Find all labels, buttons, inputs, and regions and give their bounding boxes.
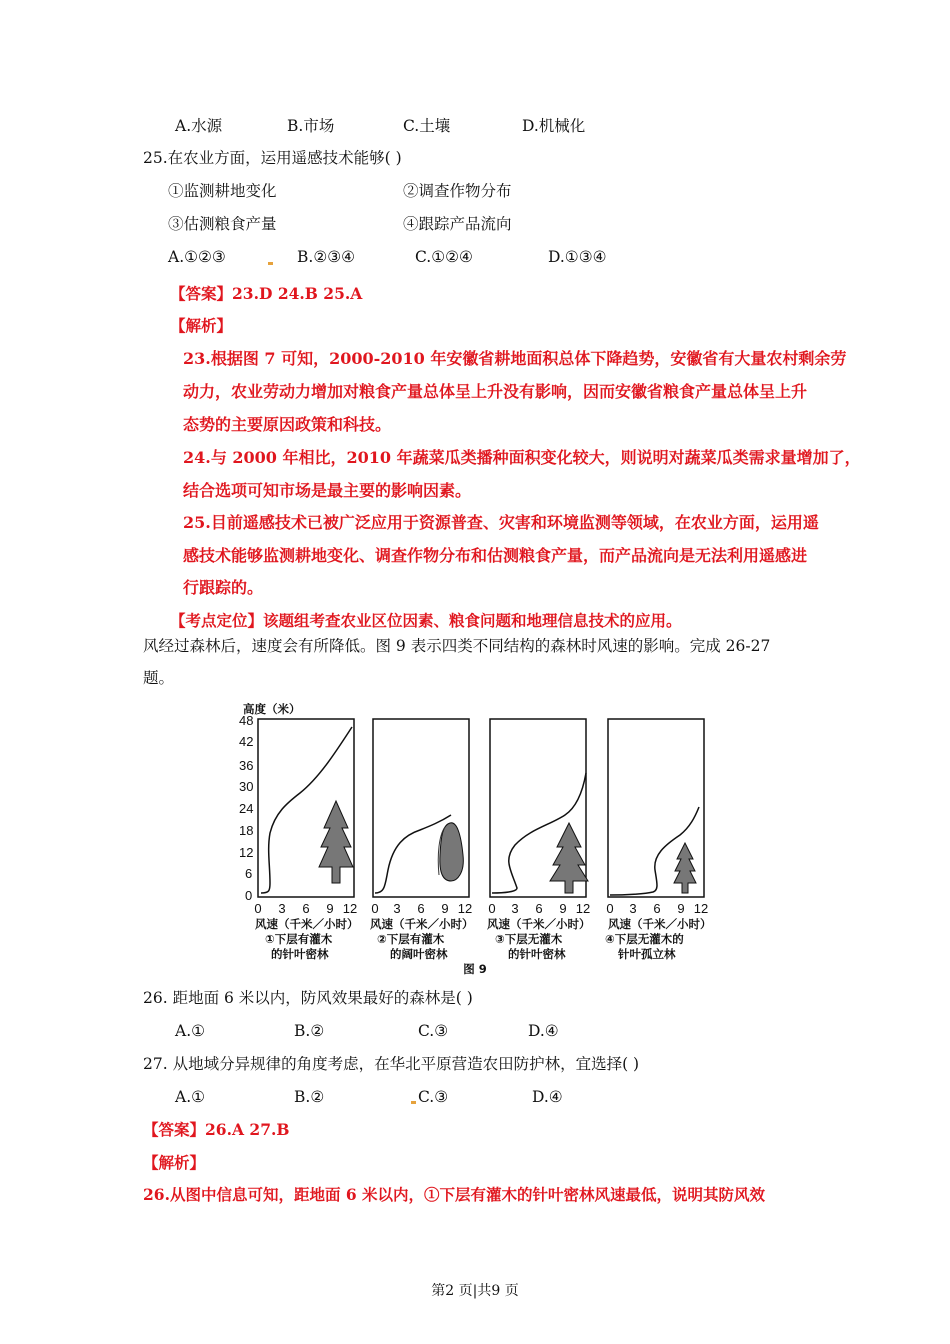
q25-item-1: ①监测耕地变化 xyxy=(168,182,277,200)
q24-option-c: C.土壤 xyxy=(403,117,451,135)
x-tick: 6 xyxy=(535,901,543,916)
analysis-line-6: 25.目前遥感技术已被广泛应用于资源普查、灾害和环境监测等领域，在农业方面，运用遥 xyxy=(183,513,819,532)
y-tick: 12 xyxy=(239,845,254,860)
panel-1-caption-1: ①下层有灌木 xyxy=(265,932,333,946)
q25-option-d: D.①③④ xyxy=(548,248,607,266)
page-footer: 第2 页|共9 页 xyxy=(431,1283,519,1299)
y-tick: 30 xyxy=(239,779,254,794)
y-tick: 0 xyxy=(245,888,253,903)
answer-text: 23.D 24.B 25.A xyxy=(232,284,363,303)
q26-option-a: A.① xyxy=(175,1022,206,1040)
q25-stem: 25.在农业方面，运用遥感技术能够( ) xyxy=(143,149,402,167)
x-tick: 3 xyxy=(511,901,519,916)
intro-line-1: 风经过森林后，速度会有所降低。图 9 表示四类不同结构的森林时风速的影响。完成 26-27 xyxy=(143,637,771,655)
q27-option-d: D.④ xyxy=(532,1088,563,1106)
analysis-line-3: 态势的主要原因政策和科技。 xyxy=(183,415,392,434)
answer-label: 【答案】 xyxy=(170,284,233,303)
x-tick: 6 xyxy=(417,901,425,916)
q25-option-b: B.②③④ xyxy=(297,248,356,266)
answer-label: 【答案】 xyxy=(143,1120,206,1139)
q27-option-a: A.① xyxy=(175,1088,206,1106)
analysis-line-8: 行跟踪的。 xyxy=(183,578,264,597)
panel-2-caption-1: ②下层有灌木 xyxy=(377,932,445,946)
x-axis-label: 风速（千米／小时） xyxy=(487,917,591,931)
q25-option-a: A.①②③ xyxy=(168,248,226,266)
analysis-line-7: 感技术能够监测耕地变化、调查作物分布和估测粮食产量，而产品流向是无法利用遥感进 xyxy=(183,546,808,565)
q25-item-2: ②调查作物分布 xyxy=(403,182,512,200)
panel-3 xyxy=(487,719,591,961)
x-tick: 12 xyxy=(342,901,358,916)
x-tick: 12 xyxy=(575,901,591,916)
mark-dot xyxy=(411,1101,416,1104)
analysis-label: 【解析】 xyxy=(170,316,233,335)
panel-2 xyxy=(370,719,474,961)
q27-option-c: C.③ xyxy=(418,1088,449,1106)
panel-3-caption-1: ③下层无灌木 xyxy=(495,932,563,946)
panel-2-caption-2: 的阔叶密林 xyxy=(390,947,448,961)
panel-3-caption-2: 的针叶密林 xyxy=(508,947,566,961)
analysis-label-2: 【解析】 xyxy=(143,1153,206,1172)
q24-option-d: D.机械化 xyxy=(522,117,586,135)
x-axis-label: 风速（千米／小时） xyxy=(608,917,712,931)
q25-option-c: C.①②④ xyxy=(415,248,473,266)
x-tick: 12 xyxy=(693,901,709,916)
q25-item-3: ③估测粮食产量 xyxy=(168,215,277,233)
x-tick: 3 xyxy=(629,901,637,916)
x-tick: 9 xyxy=(326,901,334,916)
q26-option-b: B.② xyxy=(294,1022,325,1040)
q27-option-b: B.② xyxy=(294,1088,325,1106)
y-tick: 48 xyxy=(239,713,254,728)
analysis-line-2: 动力，农业劳动力增加对粮食产量总体呈上升没有影响，因而安徽省粮食产量总体呈上升 xyxy=(183,382,808,401)
x-tick: 3 xyxy=(393,901,401,916)
panel-1-caption-2: 的针叶密林 xyxy=(271,947,329,961)
q25-item-4: ④跟踪产品流向 xyxy=(403,215,512,233)
answer-block-1 xyxy=(170,284,362,304)
x-tick: 0 xyxy=(254,901,262,916)
answer-block-2 xyxy=(143,1120,289,1140)
panel-4-caption-1: ④下层无灌木的 xyxy=(605,932,684,946)
y-tick: 36 xyxy=(239,758,254,773)
analysis-line-4: 24.与 2000 年相比，2010 年蔬菜瓜类播种面积变化较大，则说明对蔬菜瓜类需求量增加了， xyxy=(183,448,861,467)
intro-line-2: 题。 xyxy=(143,669,175,687)
analysis-line-5: 结合选项可知市场是最主要的影响因素。 xyxy=(183,481,472,500)
figure-9 xyxy=(225,695,725,980)
q26-option-c: C.③ xyxy=(418,1022,449,1040)
x-tick: 9 xyxy=(677,901,685,916)
panel-4-caption-2: 针叶孤立林 xyxy=(618,947,676,961)
panel-4 xyxy=(605,719,712,961)
x-axis-label: 风速（千米／小时） xyxy=(255,917,359,931)
y-axis-label: 高度（米） xyxy=(243,702,301,716)
x-tick: 0 xyxy=(606,901,614,916)
q26-stem: 26. 距地面 6 米以内，防风效果最好的森林是( ) xyxy=(143,989,473,1007)
x-tick: 0 xyxy=(488,901,496,916)
y-tick: 42 xyxy=(239,734,254,749)
x-tick: 9 xyxy=(441,901,449,916)
analysis-line-1: 23.根据图 7 可知，2000-2010 年安徽省耕地面积总体下降趋势，安徽省有大量农村剩余劳 xyxy=(183,349,847,368)
panel-1 xyxy=(254,719,358,961)
mark-dot xyxy=(268,262,273,265)
q24-option-a: A.水源 xyxy=(175,117,223,135)
x-tick: 6 xyxy=(302,901,310,916)
x-tick: 0 xyxy=(371,901,379,916)
q27-stem: 27. 从地域分异规律的角度考虑，在华北平原营造农田防护林，宜选择( ) xyxy=(143,1055,640,1073)
q24-option-b: B.市场 xyxy=(287,117,335,135)
y-tick: 24 xyxy=(239,801,254,816)
x-tick: 12 xyxy=(457,901,473,916)
q26-option-d: D.④ xyxy=(528,1022,559,1040)
x-axis-label: 风速（千米／小时） xyxy=(370,917,474,931)
y-tick: 6 xyxy=(245,866,253,881)
analysis-26: 26.从图中信息可知，距地面 6 米以内，①下层有灌木的针叶密林风速最低，说明其防风效 xyxy=(143,1185,766,1204)
x-tick: 3 xyxy=(278,901,286,916)
x-tick: 6 xyxy=(653,901,661,916)
answer-text: 26.A 27.B xyxy=(205,1120,290,1139)
kaodian-dingwei: 【考点定位】该题组考查农业区位因素、粮食问题和地理信息技术的应用。 xyxy=(170,611,682,630)
y-tick: 18 xyxy=(239,823,254,838)
figure-caption: 图 9 xyxy=(463,962,487,976)
x-tick: 9 xyxy=(559,901,567,916)
